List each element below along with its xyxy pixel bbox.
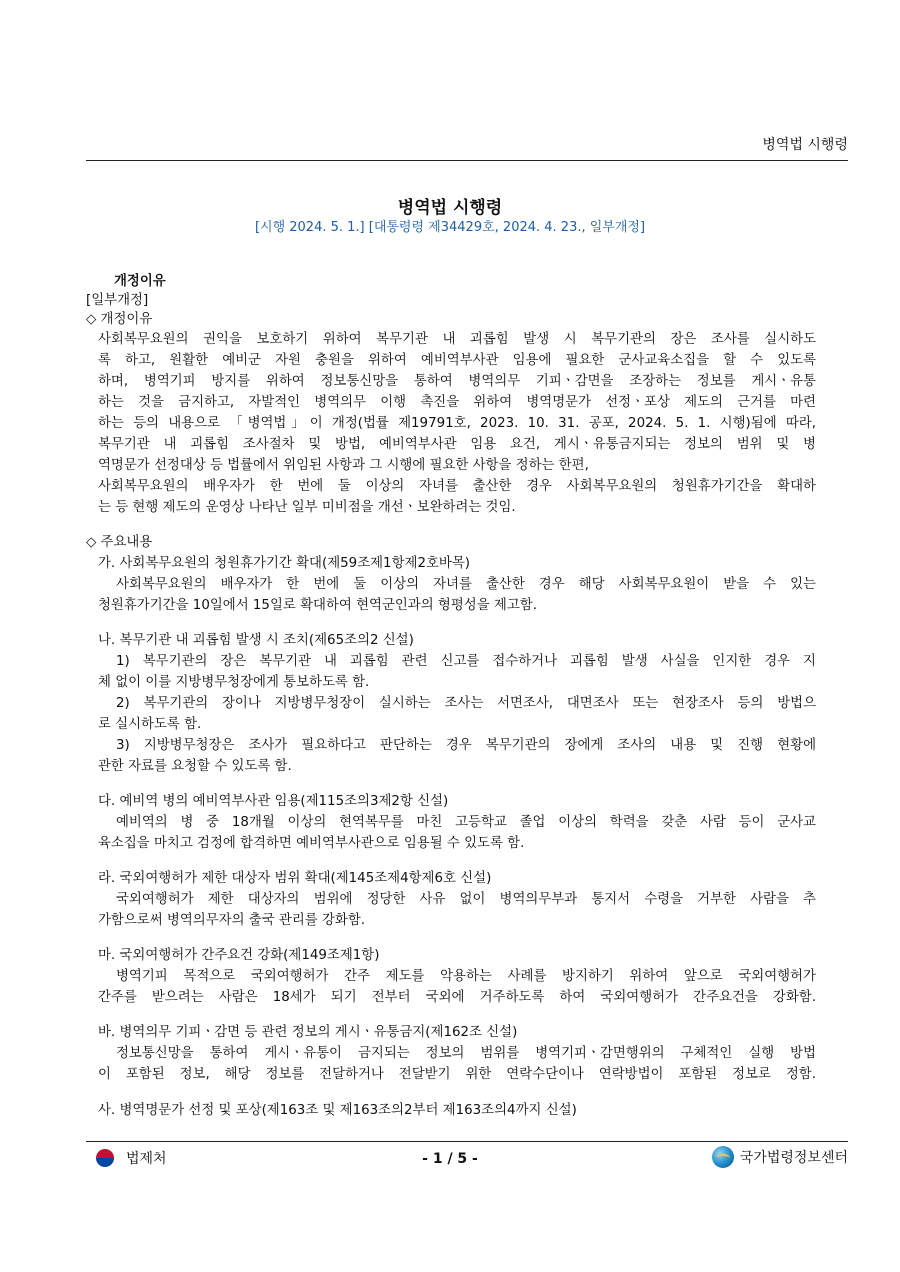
item-title: 사. 병역명문가 선정 및 포상(제163조 및 제163조의2부터 제163조의4까지 신설): [98, 1103, 577, 1118]
enforcement-info: [시행 2024. 5. 1.] [대통령령 제34429호, 2024. 4. 23., 일부개정]: [254, 220, 646, 235]
page-number: - 1 / 5 -: [422, 1151, 478, 1167]
reason-line: 하며, 병역기피 방지를 위하여 정보통신망을 통하여 병역의무 기피ㆍ감면을 조장하는 정보를 게시ㆍ유통: [98, 374, 816, 389]
item-line: 예비역의 병 중 18개월 이상의 현역복무를 마친 고등학교 졸업 이상의 학력을 갖춘 사람 등이 군사교: [116, 815, 816, 830]
page-title: 병역법 시행령: [397, 198, 503, 218]
item-line: 체 없이 이를 지방병무청장에게 통보하도록 함.: [98, 675, 370, 690]
item-title: 나. 복무기관 내 괴롭힘 발생 시 조치(제65조의2 신설): [98, 633, 414, 648]
item-line: 육소집을 마치고 검정에 합격하면 예비역부사관으로 임용될 수 있도록 함.: [98, 836, 525, 851]
publisher-label: 법제처: [126, 1151, 167, 1167]
item-line: 청원휴가기간을 10일에서 15일로 확대하여 현역군인과의 형평성을 제고함.: [98, 598, 537, 613]
reason-line: 는 등 현행 제도의 운영상 나타난 일부 미비점을 개선ㆍ보완하려는 것임.: [98, 500, 516, 515]
source-label: 국가법령정보센터: [739, 1150, 848, 1166]
item-title: 다. 예비역 병의 예비역부사관 임용(제115조의3제2항 신설): [98, 794, 449, 809]
reason-line: 하는 것을 금지하고, 자발적인 병역의무 이행 촉진을 위하여 병역명문가 선정ㆍ포상 제도의 근거를 마련: [98, 395, 816, 410]
running-header: 병역법 시행령: [762, 137, 848, 153]
item-line: 정보통신망을 통하여 게시ㆍ유통이 금지되는 정보의 범위를 병역기피ㆍ감면행위의 구체적인 실행 방법: [116, 1046, 816, 1061]
item-title: 라. 국외여행허가 제한 대상자 범위 확대(제145조제4항제6호 신설): [98, 871, 492, 886]
item-line: 2) 복무기관의 장이나 지방병무청장이 실시하는 조사는 서면조사, 대면조사 또는 현장조사 등의 방법으: [116, 696, 816, 711]
item-line: 간주를 받으려는 사람은 18세가 되기 전부터 국외에 거주하도록 하여 국외여행허가 간주요건을 강화함.: [98, 990, 816, 1005]
item-line: 3) 지방병무청장은 조사가 필요하다고 판단하는 경우 복무기관의 장에게 조사의 내용 및 진행 현황에: [116, 738, 816, 753]
item-line: 병역기피 목적으로 국외여행허가 간주 제도를 악용하는 사례를 방지하기 위하여 앞으로 국외여행허가: [116, 969, 816, 984]
footer-divider: [86, 1141, 848, 1142]
item-line: 이 포함된 정보, 해당 정보를 전달하거나 전달받기 위한 연락수단이나 연락방법이 포함된 정보로 정함.: [98, 1067, 816, 1082]
section-heading: 개정이유: [114, 274, 166, 289]
reason-line: 사회복무요원의 배우자가 한 번에 둘 이상의 자녀를 출산한 경우 사회복무요원의 청원휴가기간을 확대하: [98, 479, 816, 494]
item-line: 가함으로써 병역의무자의 출국 관리를 강화함.: [98, 913, 366, 928]
reason-line: 사회복무요원의 권익을 보호하기 위하여 복무기관 내 괴롭힘 발생 시 복무기관의 장은 조사를 실시하도: [98, 332, 816, 347]
amendment-tag: [일부개정]: [86, 293, 149, 308]
reason-line: 복무기관 내 괴롭힘 조사절차 및 방법, 예비역부사관 임용 요건, 게시ㆍ유통금지되는 정보의 범위 및 병: [98, 437, 816, 452]
globe-icon: [712, 1146, 734, 1168]
item-line: 로 실시하도록 함.: [98, 717, 202, 732]
reason-line: 역명문가 선정대상 등 법률에서 위임된 사항과 그 시행에 필요한 사항을 정하는 한편,: [98, 458, 589, 473]
reason-bullet: ◇ 개정이유: [86, 312, 153, 327]
item-title: 바. 병역의무 기피ㆍ감면 등 관련 정보의 게시ㆍ유통금지(제162조 신설): [98, 1025, 518, 1040]
reason-line: 록 하고, 원활한 예비군 자원 충원을 위하여 예비역부사관 임용에 필요한 군사교육소집을 할 수 있도록: [98, 353, 816, 368]
item-line: 사회복무요원의 배우자가 한 번에 둘 이상의 자녀를 출산한 경우 해당 사회복무요원이 받을 수 있는: [116, 577, 816, 592]
reason-line: 하는 등의 내용으로 「병역법」이 개정(법률 제19791호, 2023. 10. 31. 공포, 2024. 5. 1. 시행)됨에 따라,: [98, 416, 816, 431]
header-divider: [86, 160, 848, 161]
footer-source: [712, 1146, 848, 1168]
item-title: 가. 사회복무요원의 청원휴가기간 확대(제59조제1항제2호바목): [98, 556, 470, 571]
item-line: 관한 자료를 요청할 수 있도록 함.: [98, 759, 292, 774]
item-line: 국외여행허가 제한 대상자의 범위에 정당한 사유 없이 병역의무부과 통지서 수령을 거부한 사람을 추: [116, 892, 816, 907]
item-title: 마. 국외여행허가 간주요건 강화(제149조제1항): [98, 948, 380, 963]
item-line: 1) 복무기관의 장은 복무기관 내 괴롭힘 관련 신고를 접수하거나 괴롭힘 발생 사실을 인지한 경우 지: [116, 654, 816, 669]
main-bullet: ◇ 주요내용: [86, 535, 153, 550]
